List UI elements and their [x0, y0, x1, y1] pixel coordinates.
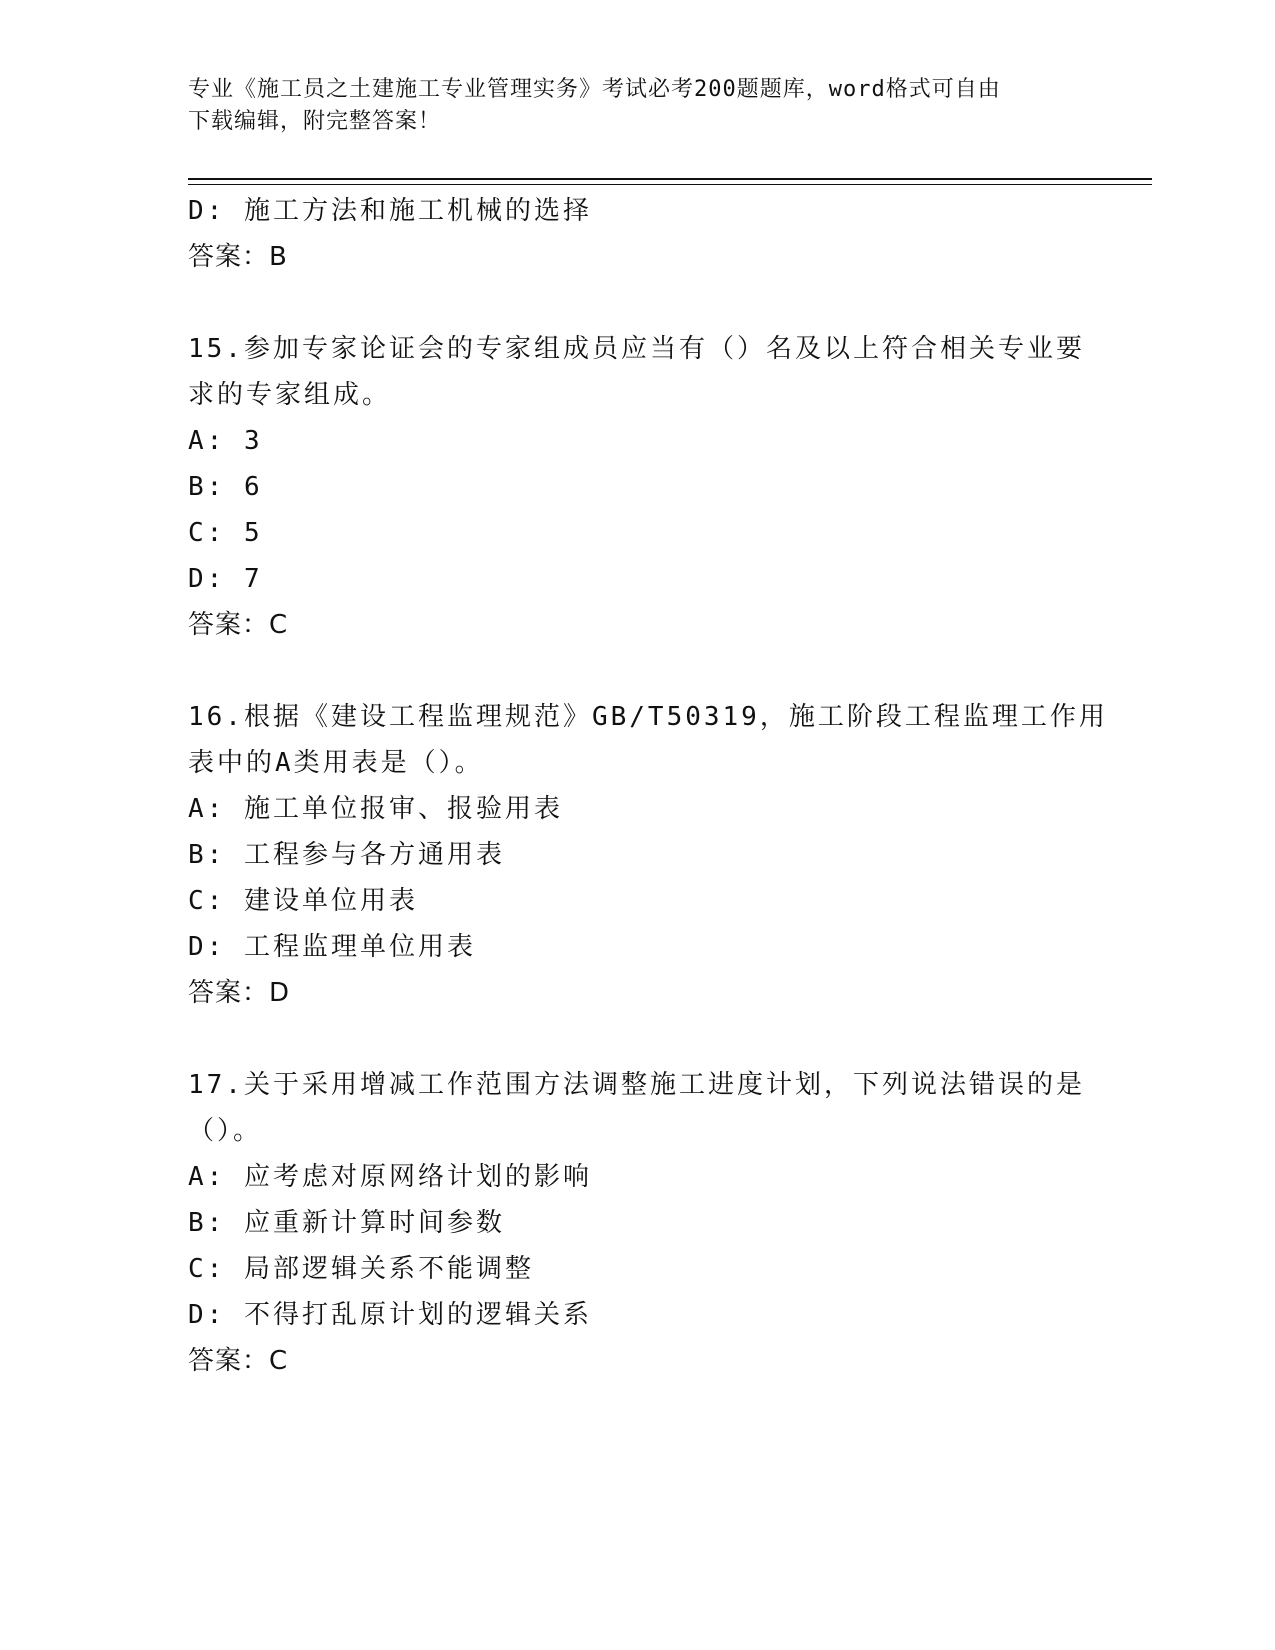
option-c: C: 局部逻辑关系不能调整: [188, 1254, 534, 1284]
document-header: [188, 74, 1088, 138]
answer-line: 答案：B: [188, 242, 288, 272]
spacer: [188, 280, 1088, 326]
answer-line: 答案：C: [188, 610, 289, 640]
option-b: B: 6: [188, 472, 263, 502]
question-16: [188, 694, 1108, 1016]
option-b: B: 应重新计算时间参数: [188, 1208, 505, 1238]
spacer: [188, 648, 1088, 694]
question-stem-cont: 求的专家组成。: [188, 380, 392, 410]
option-a: A: 施工单位报审、报验用表: [188, 794, 563, 824]
answer-line: 答案：D: [188, 978, 291, 1008]
question-stem: 16.根据《建设工程监理规范》GB/T50319，施工阶段工程监理工作用: [188, 702, 1108, 732]
option-d: D: 不得打乱原计划的逻辑关系: [188, 1300, 592, 1330]
question-stem-cont: （）。: [188, 1116, 263, 1146]
spacer: [188, 1016, 1088, 1062]
option-c: C: 5: [188, 518, 263, 548]
option-b: B: 工程参与各方通用表: [188, 840, 505, 870]
question-15: [188, 326, 1088, 648]
option-d: D: 施工方法和施工机械的选择: [188, 196, 592, 226]
question-stem: 17.关于采用增减工作范围方法调整施工进度计划，下列说法错误的是: [188, 1070, 1085, 1100]
question-stem: 15.参加专家论证会的专家组成员应当有（）名及以上符合相关专业要: [188, 334, 1085, 364]
option-a: A: 应考虑对原网络计划的影响: [188, 1162, 592, 1192]
header-line-2: 下载编辑，附完整答案！: [188, 109, 442, 134]
question-stem-cont: 表中的A类用表是（）。: [188, 748, 484, 778]
question-17: [188, 1062, 1088, 1384]
option-c: C: 建设单位用表: [188, 886, 418, 916]
answer-line: 答案：C: [188, 1346, 289, 1376]
header-divider-thin: [188, 184, 1152, 185]
question-14-tail: [188, 188, 1088, 280]
option-a: A: 3: [188, 426, 263, 456]
option-d: D: 7: [188, 564, 263, 594]
header-divider-thick: [188, 178, 1152, 180]
header-line-1: 专业《施工员之土建施工专业管理实务》考试必考200题题库，word格式可自由: [188, 77, 1001, 102]
option-d: D: 工程监理单位用表: [188, 932, 476, 962]
question-content: [188, 188, 1108, 1384]
